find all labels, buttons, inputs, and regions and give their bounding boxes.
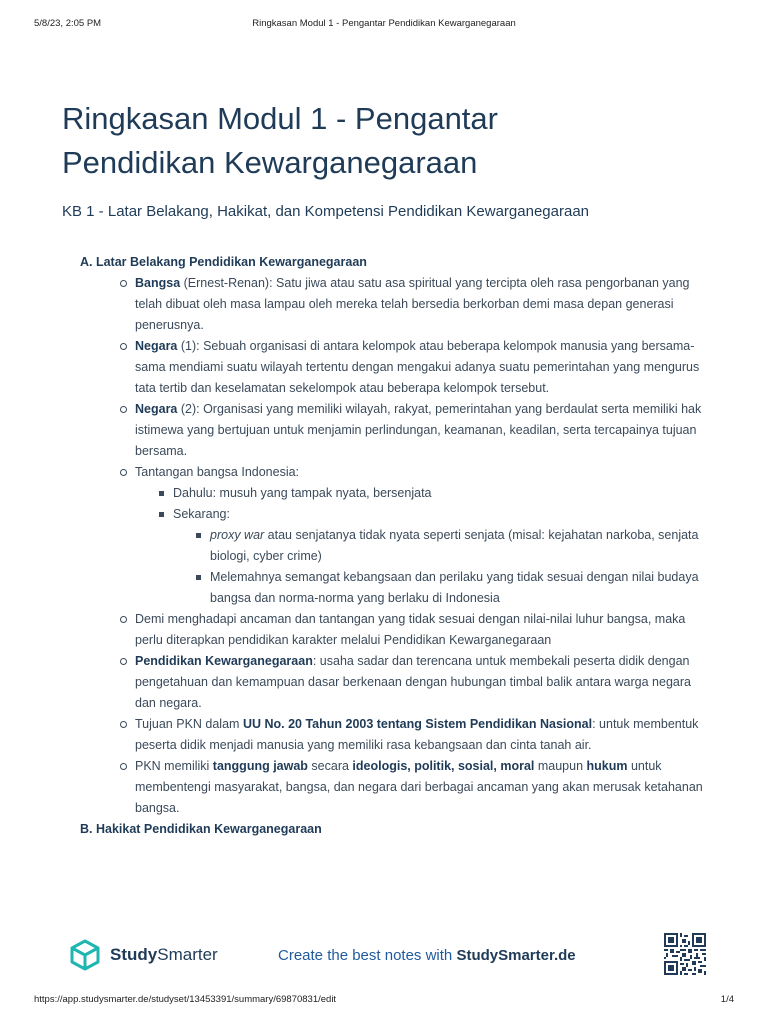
subtitle: KB 1 - Latar Belakang, Hakikat, dan Kompetensi Pendidikan Kewarganegaraan: [62, 203, 589, 220]
section-a-list: [80, 273, 710, 819]
list-item-bangsa: Bangsa (Ernest-Renan): Satu jiwa atau satu asa spiritual yang tercipta oleh rasa pengorbanan yang telah dibuat oleh masa lampau oleh mereka telah bersedia berkorban demi masa depan generasi penerusnya.: [80, 273, 710, 336]
page-title-line2: Pendidikan Kewarganegaraan: [62, 145, 478, 180]
print-url: https://app.studysmarter.de/studyset/13453391/summary/69870831/edit: [34, 994, 337, 1005]
print-header: [34, 18, 734, 29]
list-item-tanggung-jawab: PKN memiliki tanggung jawab secara ideologis, politik, sosial, moral maupun hukum untuk membentengi masyarakat, bangsa, dan negara dari berbagai ancaman yang akan merusak ketahanan bangsa.: [80, 756, 710, 819]
list-item-demi: Demi menghadapi ancaman dan tantangan yang tidak sesuai dengan nilai-nilai luhur bangsa, maka perlu diterapkan pendidikan karakter melalui Pendidikan Kewarganegaraan: [80, 609, 710, 651]
page-title: [62, 97, 702, 185]
qr-code-icon[interactable]: [664, 933, 706, 975]
logo-text: StudySmarter: [110, 945, 218, 964]
list-item-dahulu: Dahulu: musuh yang tampak nyata, bersenjata: [135, 483, 710, 504]
summary-content: [80, 252, 710, 840]
section-a-heading: A. Latar Belakang Pendidikan Kewarganegaraan: [80, 255, 367, 269]
studysmarter-cube-icon: [68, 938, 102, 972]
list-item-negara-2: Negara (2): Organisasi yang memiliki wilayah, rakyat, pemerintahan yang berdaulat serta memiliki hak istimewa yang bertujuan untuk menjamin perlindungan, keamanan, keadilan, serta tercapainya tujuan bersama.: [80, 399, 710, 462]
print-footer: [34, 994, 734, 1005]
print-page-title: Ringkasan Modul 1 - Pengantar Pendidikan Kewarganegaraan: [252, 18, 516, 29]
tantangan-sublist: [135, 483, 710, 609]
list-item-melemahnya: Melemahnya semangat kebangsaan dan perilaku yang tidak sesuai dengan nilai budaya bangsa dan norma-norma yang berlaku di Indonesia: [173, 567, 710, 609]
page-title-line1: Ringkasan Modul 1 - Pengantar: [62, 101, 498, 136]
page-number: 1/4: [720, 994, 734, 1005]
footer-tagline[interactable]: Create the best notes with StudySmarter.de: [278, 947, 576, 964]
list-item-tantangan: Tantangan bangsa Indonesia: Dahulu: musuh yang tampak nyata, bersenjata Sekarang: proxy war atau senjatanya tidak nyata seperti senjata (misal: kejahatan narkoba, senjata biologi, cyber crime) Melemahnya semangat kebangsaan dan perilaku yang tidak sesuai dengan nilai budaya bangsa dan norma-norma yang berlaku di Indonesia: [80, 462, 710, 609]
list-item-tujuan: Tujuan PKN dalam UU No. 20 Tahun 2003 tentang Sistem Pendidikan Nasional: untuk membentuk peserta didik menjadi manusia yang memiliki rasa kebangsaan dan cinta tanah air.: [80, 714, 710, 756]
list-item-negara-1: Negara (1): Sebuah organisasi di antara kelompok atau beberapa kelompok manusia yang bersama-sama mendiami suatu wilayah tertentu dengan mengakui adanya suatu pemerintahan yang mengurus tata tertib dan keselamatan sekelompok atau beberapa kelompok tersebut.: [80, 336, 710, 399]
studysmarter-logo[interactable]: [68, 938, 218, 972]
list-item-sekarang: Sekarang: proxy war atau senjatanya tidak nyata seperti senjata (misal: kejahatan narkoba, senjata biologi, cyber crime) Melemahnya semangat kebangsaan dan perilaku yang tidak sesuai dengan nilai budaya bangsa dan norma-norma yang berlaku di Indonesia: [135, 504, 710, 609]
section-b-heading: B. Hakikat Pendidikan Kewarganegaraan: [80, 822, 322, 836]
print-datetime: 5/8/23, 2:05 PM: [34, 18, 102, 29]
sekarang-sublist: [173, 525, 710, 609]
list-item-proxy-war: proxy war atau senjatanya tidak nyata seperti senjata (misal: kejahatan narkoba, senjata biologi, cyber crime): [173, 525, 710, 567]
list-item-pkn: Pendidikan Kewarganegaraan: usaha sadar dan terencana untuk membekali peserta didik dengan pengetahuan dan kemampuan dasar berkenaan dengan hubungan timbal balik antara warga negara dan negara.: [80, 651, 710, 714]
